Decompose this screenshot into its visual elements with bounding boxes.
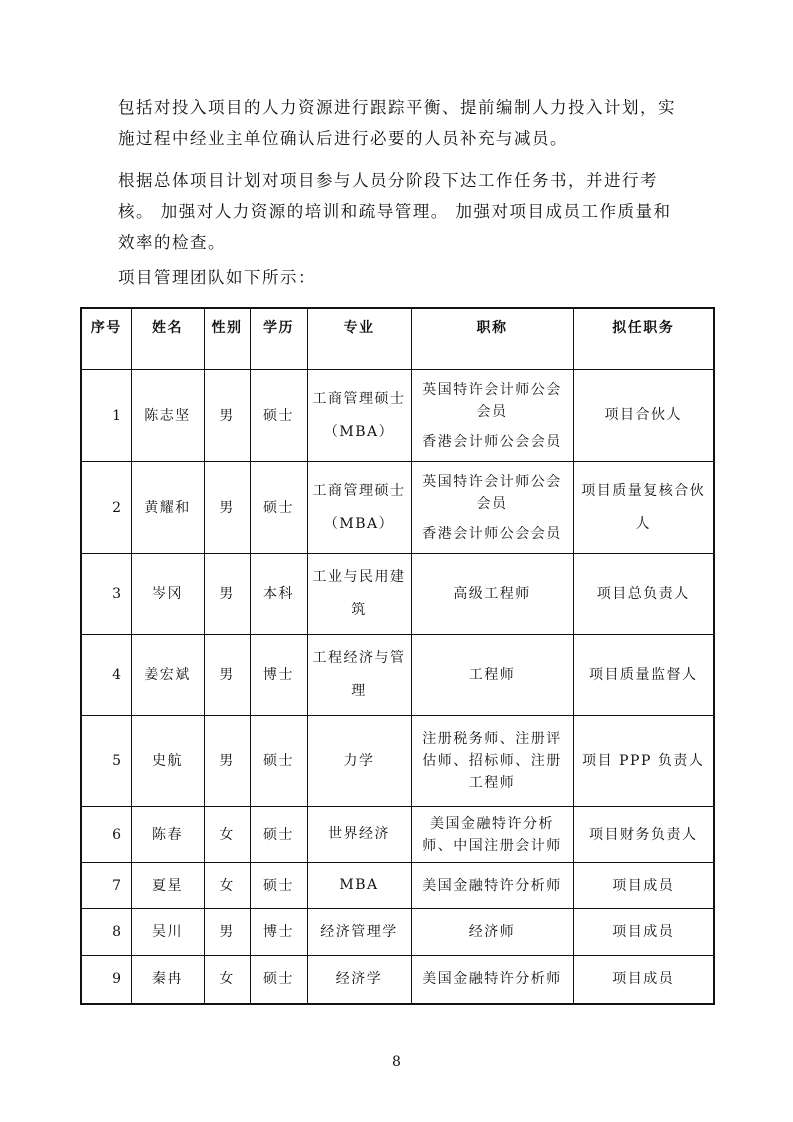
page-number: 8 [392, 1054, 401, 1070]
cell-gender [204, 909, 250, 956]
cell-degree-text: 硕士 [263, 971, 294, 988]
cell-degree [250, 462, 307, 554]
cell-gender-text: 男 [219, 753, 235, 769]
cell-no-text: 4 [112, 667, 123, 683]
cell-title-secondary: 香港会计师公会会员 [422, 525, 562, 542]
header-gender: 性别 [204, 308, 250, 370]
cell-gender [204, 554, 250, 635]
cell-name [131, 863, 204, 909]
cell-major [307, 554, 411, 635]
cell-role [573, 716, 714, 807]
cell-degree [250, 807, 307, 863]
cell-role [573, 863, 714, 909]
cell-degree-text: 硕士 [263, 877, 294, 894]
table-row [81, 909, 714, 956]
cell-degree [250, 863, 307, 909]
cell-no-text: 2 [112, 499, 123, 516]
cell-degree-text: 博士 [263, 667, 294, 683]
cell-major [307, 909, 411, 956]
cell-title [411, 635, 573, 716]
cell-degree [250, 716, 307, 807]
cell-name [131, 716, 204, 807]
cell-gender-text: 男 [219, 924, 235, 940]
cell-title-text: 工程师 [468, 667, 516, 683]
cell-major [307, 807, 411, 863]
cell-role-text: 项目合伙人 [604, 407, 682, 423]
cell-name-text: 岑冈 [152, 586, 183, 602]
cell-gender [204, 716, 250, 807]
table-row [81, 370, 714, 462]
cell-name [131, 370, 204, 462]
cell-title [411, 863, 573, 909]
header-name: 姓名 [131, 308, 204, 370]
cell-degree-text: 硕士 [263, 753, 294, 769]
cell-role-text: 项目成员 [612, 971, 675, 988]
cell-role-text: 项目财务负责人 [589, 826, 698, 843]
cell-gender [204, 370, 250, 462]
cell-name [131, 635, 204, 716]
cell-gender [204, 807, 250, 863]
cell-title-text: 经济师 [468, 924, 516, 940]
cell-gender-text: 男 [219, 586, 235, 602]
cell-major [307, 716, 411, 807]
table-row [81, 807, 714, 863]
cell-name-text: 姜宏斌 [144, 667, 191, 683]
cell-gender [204, 462, 250, 554]
paragraph-hr-tracking: 包括对投入项目的人力资源进行跟踪平衡、提前编制人力投入计划，实施过程中经业主单位确认后进行必要的人员补充与减员。 [118, 98, 676, 148]
cell-title-secondary: 香港会计师公会会员 [422, 433, 562, 450]
cell-title-text: 美国金融特许分析师 [422, 971, 562, 988]
cell-no [81, 716, 131, 807]
cell-gender-text: 女 [219, 971, 235, 988]
cell-name-text: 史航 [152, 753, 183, 769]
header-title: 职称 [411, 308, 573, 370]
cell-name-text: 陈春 [152, 826, 183, 843]
cell-gender-text: 女 [219, 826, 235, 843]
cell-major [307, 370, 411, 462]
cell-no [81, 863, 131, 909]
cell-degree [250, 554, 307, 635]
cell-title [411, 370, 573, 462]
cell-major [307, 863, 411, 909]
cell-no-text: 1 [112, 407, 123, 424]
table-row [81, 956, 714, 1004]
cell-gender [204, 863, 250, 909]
cell-degree [250, 956, 307, 1004]
paragraph-team-intro: 项目管理团队如下所示： [118, 268, 316, 287]
cell-degree [250, 909, 307, 956]
cell-major [307, 462, 411, 554]
cell-no-text: 3 [112, 586, 123, 602]
cell-title-text: 美国金融特许分析师 [422, 877, 562, 894]
cell-degree-text: 硕士 [263, 407, 294, 424]
cell-name [131, 807, 204, 863]
cell-role-text: 项目成员 [612, 877, 675, 894]
cell-name [131, 554, 204, 635]
cell-no-text: 8 [112, 924, 123, 940]
cell-major-text: 工商管理硕士（MBA） [312, 482, 406, 532]
cell-role-text: 项目质量监督人 [589, 666, 698, 683]
table-row [81, 462, 714, 554]
cell-no [81, 554, 131, 635]
cell-role [573, 909, 714, 956]
cell-gender-text: 男 [219, 499, 235, 516]
cell-major-text: 工商管理硕士（MBA） [312, 390, 406, 440]
cell-major-text: 经济学 [335, 970, 383, 987]
cell-title [411, 716, 573, 807]
cell-title-text: 美国金融特许分析师、中国注册会计师 [422, 815, 562, 854]
cell-gender-text: 女 [219, 877, 235, 894]
cell-role-text: 项目总负责人 [596, 585, 690, 602]
cell-name [131, 956, 204, 1004]
cell-role-text: 项目 PPP 负责人 [582, 752, 705, 769]
cell-name [131, 462, 204, 554]
cell-degree [250, 635, 307, 716]
table-header-row [81, 308, 714, 370]
cell-major [307, 635, 411, 716]
cell-no [81, 635, 131, 716]
cell-major-text: MBA [339, 877, 379, 893]
cell-gender [204, 956, 250, 1004]
cell-role [573, 370, 714, 462]
cell-role-text: 项目成员 [612, 924, 675, 940]
header-degree: 学历 [250, 308, 307, 370]
cell-gender [204, 635, 250, 716]
header-no: 序号 [81, 308, 131, 370]
cell-gender-text: 男 [219, 407, 235, 424]
table-row [81, 554, 714, 635]
cell-degree-text: 博士 [263, 924, 294, 940]
cell-title-text: 注册税务师、注册评估师、招标师、注册工程师 [422, 731, 562, 791]
cell-degree-text: 硕士 [263, 499, 294, 516]
cell-title [411, 956, 573, 1004]
header-role: 拟任职务 [573, 308, 714, 370]
cell-major-text: 力学 [343, 752, 375, 769]
team-table [80, 307, 715, 1005]
cell-no [81, 807, 131, 863]
cell-title [411, 807, 573, 863]
cell-no [81, 956, 131, 1004]
cell-role [573, 956, 714, 1004]
cell-major-text: 工业与民用建筑 [312, 569, 406, 618]
cell-no [81, 462, 131, 554]
cell-role-text: 项目质量复核合伙人 [581, 482, 706, 532]
cell-degree-text: 硕士 [263, 826, 294, 843]
cell-no-text: 6 [112, 826, 123, 843]
cell-name-text: 秦冉 [152, 971, 183, 988]
cell-degree-text: 本科 [263, 586, 294, 602]
cell-no [81, 370, 131, 462]
cell-title [411, 554, 573, 635]
cell-title-text: 英国特许会计师公会会员 [422, 381, 562, 420]
cell-title-text: 英国特许会计师公会会员 [422, 473, 562, 512]
cell-name-text: 夏星 [152, 877, 183, 894]
paragraph-task-assignment: 根据总体项目计划对项目参与人员分阶段下达工作任务书，并进行考核。 加强对人力资源的培训和疏导管理。 加强对项目成员工作质量和效率的检查。 [118, 171, 672, 252]
cell-role [573, 462, 714, 554]
cell-title [411, 909, 573, 956]
table-row [81, 863, 714, 909]
cell-name-text: 黄耀和 [144, 499, 191, 516]
header-major: 专业 [307, 308, 411, 370]
cell-no-text: 5 [112, 753, 123, 769]
cell-title-text: 高级工程师 [453, 586, 531, 602]
cell-title [411, 462, 573, 554]
cell-no [81, 909, 131, 956]
table-row [81, 716, 714, 807]
cell-degree [250, 370, 307, 462]
cell-gender-text: 男 [219, 667, 235, 683]
cell-role [573, 807, 714, 863]
cell-role [573, 554, 714, 635]
cell-major-text: 经济管理学 [320, 923, 398, 940]
cell-no-text: 9 [112, 971, 123, 988]
cell-no-text: 7 [112, 877, 123, 894]
cell-name [131, 909, 204, 956]
cell-name-text: 陈志坚 [144, 407, 191, 424]
cell-major-text: 工程经济与管理 [312, 650, 406, 699]
cell-name-text: 吴川 [152, 924, 183, 940]
table-row [81, 635, 714, 716]
cell-role [573, 635, 714, 716]
cell-major [307, 956, 411, 1004]
cell-major-text: 世界经济 [328, 826, 390, 842]
